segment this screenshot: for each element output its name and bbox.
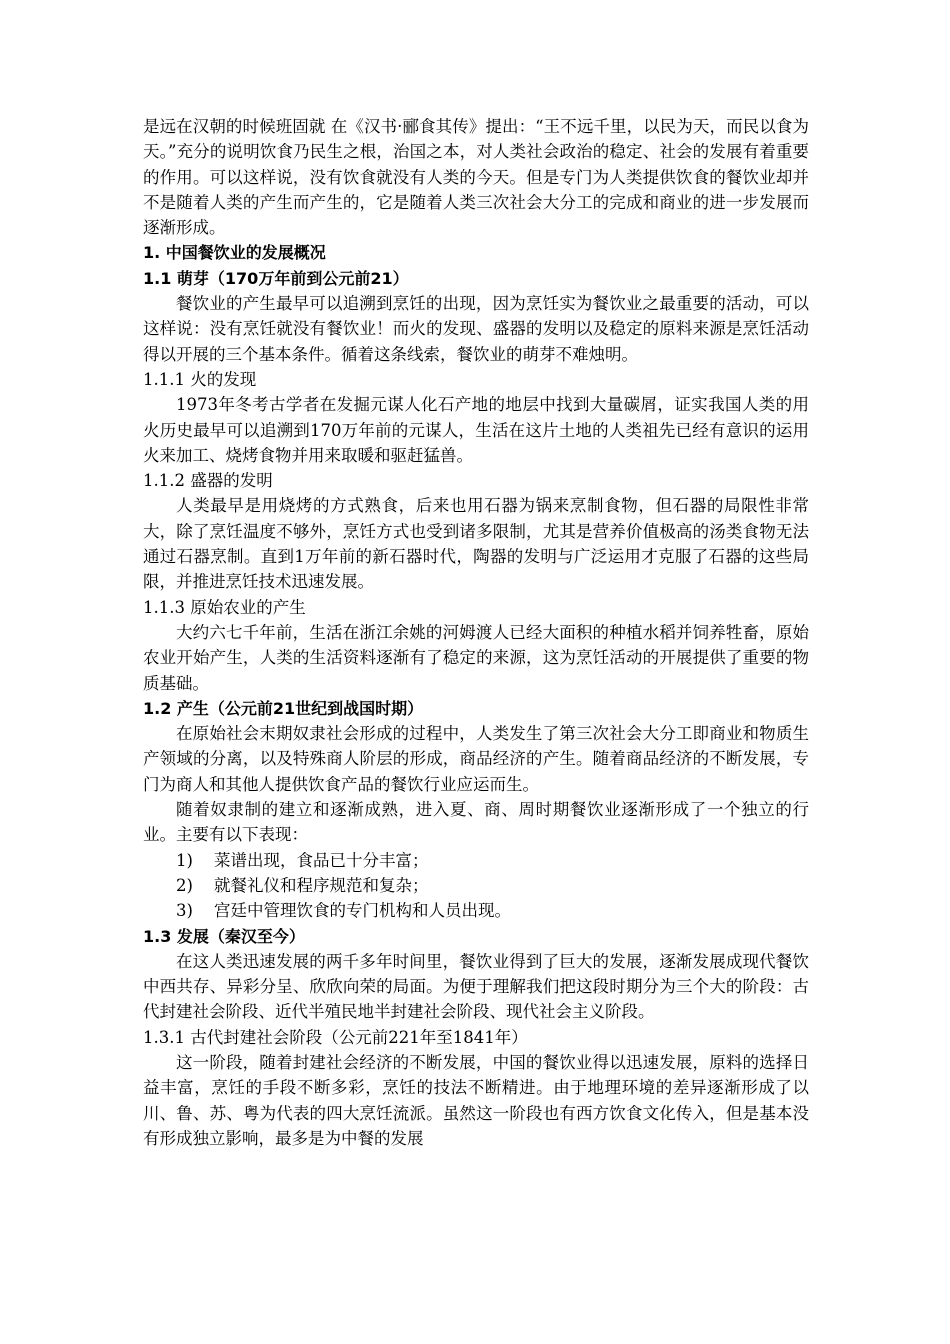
section-1-1-heading: 1.1 萌芽（170万年前到公元前21） (143, 268, 409, 288)
section-1-2-paragraph-2: 随着奴隶制的建立和逐渐成熟，进入夏、商、周时期餐饮业逐渐形成了一个独立的行业。主要有以下表现： (143, 800, 809, 845)
list-item (143, 848, 809, 873)
intro-paragraph: 是远在汉朝的时候班固就 在《汉书·郦食其传》提出：“王不远千里，以民为天，而民以食为天。”充分的说明饮食乃民生之根，治国之本，对人类社会政治的稳定、社会的发展有着重要的作用。可以这样说，没有饮食就没有人类的今天。但是专门为人类提供饮食的餐饮业却并不是随着人类的产生而产生的，它是随着人类三次社会大分工的完成和商业的进一步发展而逐渐形成。 (143, 117, 809, 238)
section-1-1-2-heading: 1.1.2 盛器的发明 (143, 471, 273, 491)
section-1-1-3-heading: 1.1.3 原始农业的产生 (143, 597, 306, 617)
section-1-2-paragraph-1: 在原始社会末期奴隶社会形成的过程中，人类发生了第三次社会大分工即商业和物质生产领域的分离，以及特殊商人阶层的形成，商品经济的产生。随着商品经济的不断发展，专门为商人和其他人提供饮食产品的餐饮行业应运而生。 (143, 724, 809, 794)
section-1-1-2-paragraph: 人类最早是用烧烤的方式熟食，后来也用石器为锅来烹制食物，但石器的局限性非常大，除了烹饪温度不够外，烹饪方式也受到诸多限制，尤其是营养价值极高的汤类食物无法通过石器烹制。直到1万年前的新石器时代，陶器的发明与广泛运用才克服了石器的这些局限，并推进烹饪技术迅速发展。 (143, 496, 809, 592)
list-item-text: 菜谱出现，食品已十分丰富； (214, 850, 429, 870)
section-1-3-1-paragraph: 这一阶段，随着封建社会经济的不断发展，中国的餐饮业得以迅速发展，原料的选择日益丰富，烹饪的手段不断多彩，烹饪的技法不断精进。由于地理环境的差异逐渐形成了以川、鲁、苏、粤为代表的四大烹饪流派。虽然这一阶段也有西方饮食文化传入，但是基本没有形成独立影响，最多是为中餐的发展 (143, 1052, 809, 1148)
section-1-2-heading: 1.2 产生（公元前21世纪到战国时期） (143, 698, 424, 718)
list-item-number: 2) (176, 875, 193, 895)
section-1-3-paragraph: 在这人类迅速发展的两千多年时间里，餐饮业得到了巨大的发展，逐渐发展成现代餐饮中西共存、异彩分呈、欣欣向荣的局面。为便于理解我们把这段时期分为三个大的阶段：古代封建社会阶段、近代半殖民地半封建社会阶段、现代社会主义阶段。 (143, 951, 809, 1022)
section-1-3-heading: 1.3 发展（秦汉至今） (143, 926, 305, 946)
section-1-1-paragraph: 餐饮业的产生最早可以追溯到烹饪的出现，因为烹饪实为餐饮业之最重要的活动，可以这样说：没有烹饪就没有餐饮业！而火的发现、盛器的发明以及稳定的原料来源是烹饪活动得以开展的三个基本条件。循着这条线索，餐饮业的萌芽不难烛明。 (143, 294, 809, 364)
section-1-heading: 1. 中国餐饮业的发展概况 (143, 243, 326, 263)
list-item (143, 898, 809, 923)
section-1-1-1-paragraph: 1973年冬考古学者在发掘元谋人化石产地的地层中找到大量碳屑，证实我国人类的用火历史最早可以追溯到170万年前的元谋人，生活在这片土地的人类祖先已经有意识的运用火来加工、烧烤食物并用来取暖和驱赶猛兽。 (143, 395, 809, 465)
list-item-text: 宫廷中管理饮食的专门机构和人员出现。 (214, 901, 511, 921)
section-1-3-1-heading: 1.3.1 古代封建社会阶段（公元前221年至1841年） (143, 1027, 528, 1047)
list-item-text: 就餐礼仪和程序规范和复杂； (214, 875, 429, 895)
list-item (143, 873, 809, 898)
list-item-number: 3) (176, 901, 193, 921)
list-item-number: 1) (176, 850, 193, 870)
document-page (143, 114, 809, 1151)
section-1-1-3-paragraph: 大约六七千年前，生活在浙江余姚的河姆渡人已经大面积的种植水稻并饲养牲畜，原始农业开始产生，人类的生活资料逐渐有了稳定的来源，这为烹饪活动的开展提供了重要的物质基础。 (143, 622, 809, 693)
section-1-1-1-heading: 1.1.1 火的发现 (143, 369, 257, 389)
